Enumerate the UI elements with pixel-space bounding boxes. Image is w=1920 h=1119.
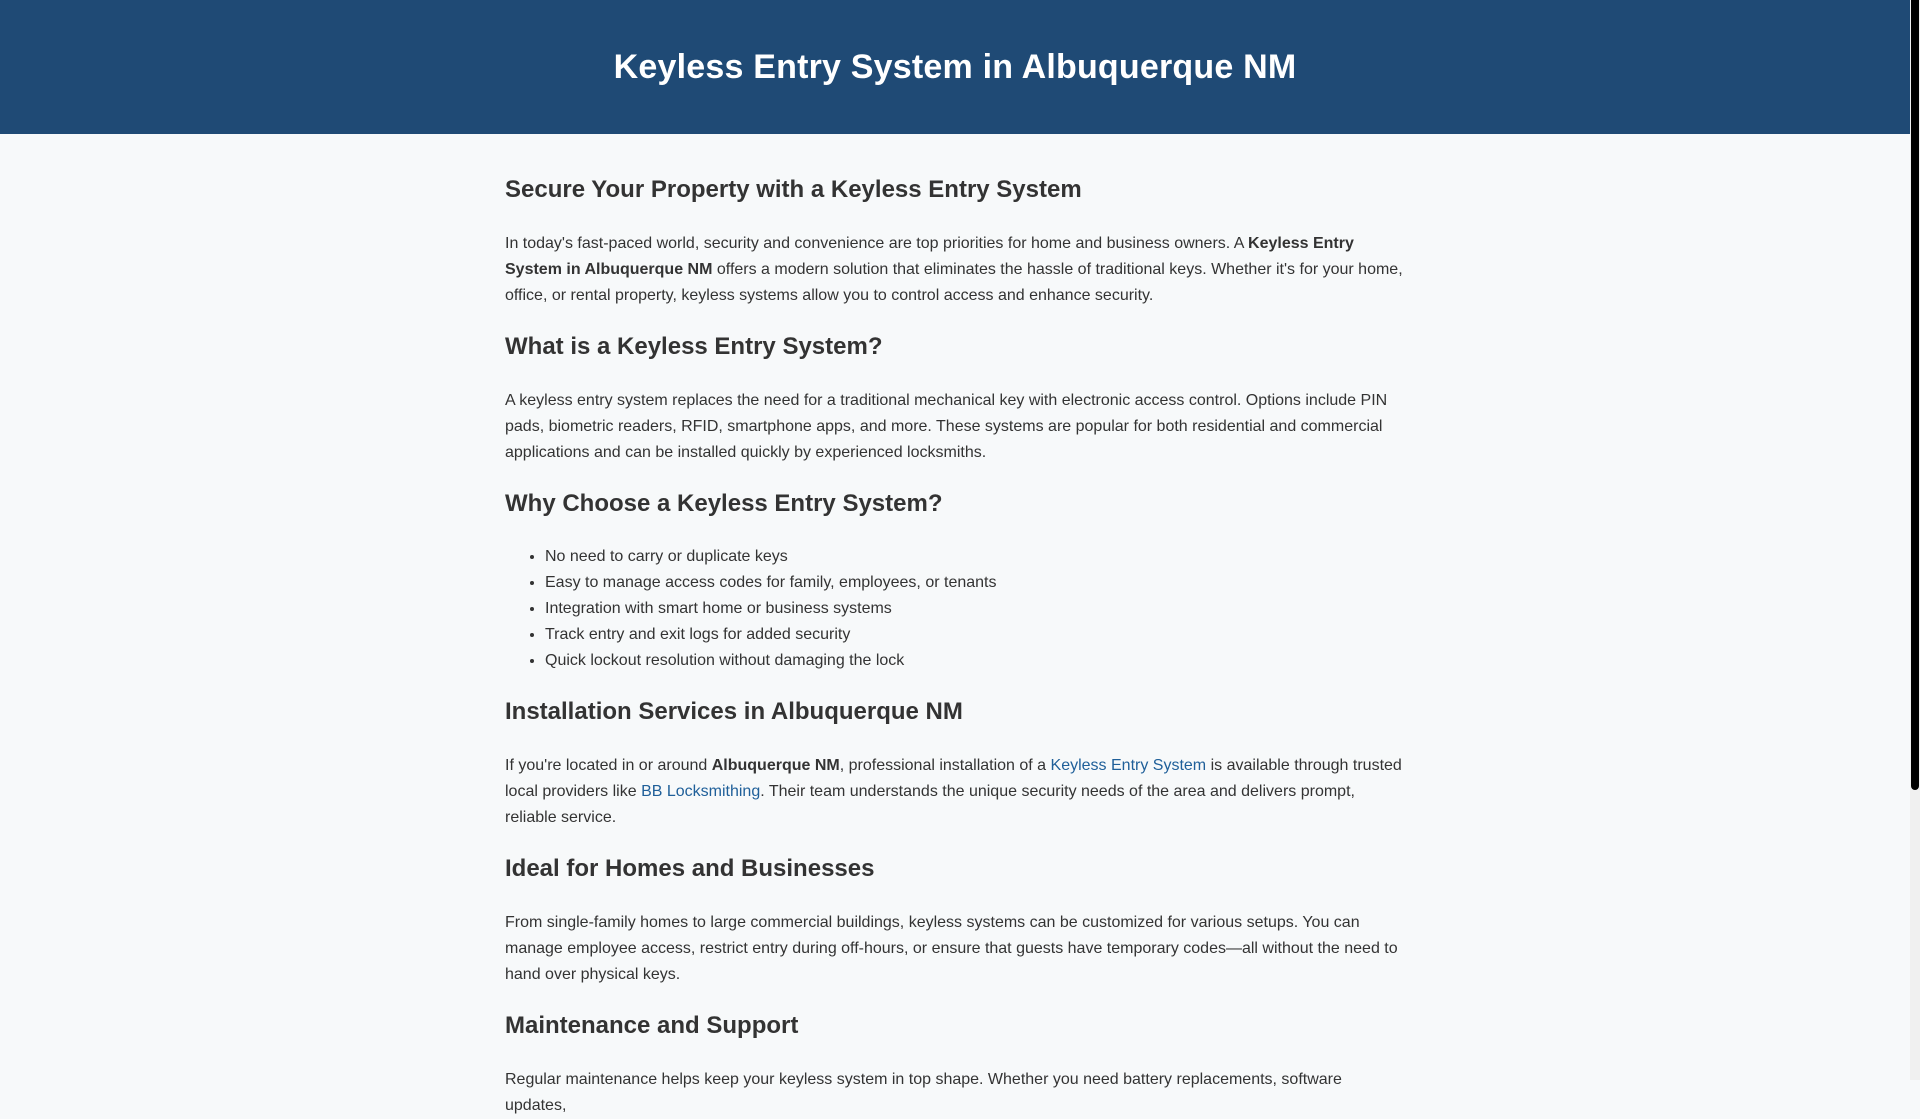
list-item: • Easy to manage access codes for family, employees, or tenants xyxy=(545,570,1405,596)
maintenance-paragraph: Regular maintenance helps keep your keyless system in top shape. Whether you need battery replacements, software updates, xyxy=(505,1070,1342,1114)
what-paragraph: A keyless entry system replaces the need for a traditional mechanical key with electronic access control. Options include PIN pads, biometric readers, RFID, smartphone apps, and more. These systems are popular for both residential and commercial applications and can be installed quickly by experienced locksmiths. xyxy=(505,391,1388,461)
installation-text-3: is available through trusted local providers like xyxy=(505,757,1402,801)
intro-paragraph xyxy=(505,231,1405,309)
section-heading-why: Why Choose a Keyless Entry System? xyxy=(505,489,943,517)
installation-text-2: , professional installation of a xyxy=(839,757,1051,775)
article-content xyxy=(505,134,1405,1119)
installation-text-4: . Their team understands the unique security needs of the area and delivers prompt, reliable service. xyxy=(505,783,1355,827)
vertical-scrollbar[interactable] xyxy=(1910,0,1920,1080)
section-heading-installation: Installation Services in Albuquerque NM xyxy=(505,698,963,726)
scrollbar-thumb[interactable] xyxy=(1911,0,1919,790)
site-header xyxy=(0,0,1910,134)
ideal-paragraph: From single-family homes to large commercial buildings, keyless systems can be customized for various setups. You can manage employee access, restrict entry during off-hours, or ensure that guests have temporary codes—all without the need to hand over physical keys. xyxy=(505,913,1398,983)
benefits-list xyxy=(505,544,1405,674)
list-item: • Track entry and exit logs for added security xyxy=(545,622,1405,648)
list-item: • Integration with smart home or business systems xyxy=(545,596,1405,622)
intro-text-end: offers a modern solution that eliminates the hassle of traditional keys. Whether it's for your home, office, or rental property, keyless systems allow you to control access and enhance security. xyxy=(505,260,1403,304)
section-heading-what: What is a Keyless Entry System? xyxy=(505,332,883,360)
list-item: • No need to carry or duplicate keys xyxy=(545,544,1405,570)
keyless-entry-system-link[interactable]: Keyless Entry System xyxy=(1050,757,1207,775)
installation-text-1: If you're located in or around xyxy=(505,757,712,775)
section-heading-secure: Secure Your Property with a Keyless Entry System xyxy=(505,176,1082,203)
section-heading-maintenance: Maintenance and Support xyxy=(505,1011,799,1039)
section-heading-ideal: Ideal for Homes and Businesses xyxy=(505,855,875,883)
bb-locksmithing-link[interactable]: BB Locksmithing xyxy=(641,783,761,801)
page-title: Keyless Entry System in Albuquerque NM xyxy=(613,47,1297,86)
intro-text-start: In today's fast-paced world, security and convenience are top priorities for home and business owners. A xyxy=(505,234,1249,252)
installation-bold-location: Albuquerque NM xyxy=(711,757,840,775)
intro-bold-keyword: Keyless Entry System in Albuquerque NM xyxy=(505,234,1354,278)
list-item: • Quick lockout resolution without damaging the lock xyxy=(545,648,1405,674)
installation-paragraph xyxy=(505,753,1405,831)
